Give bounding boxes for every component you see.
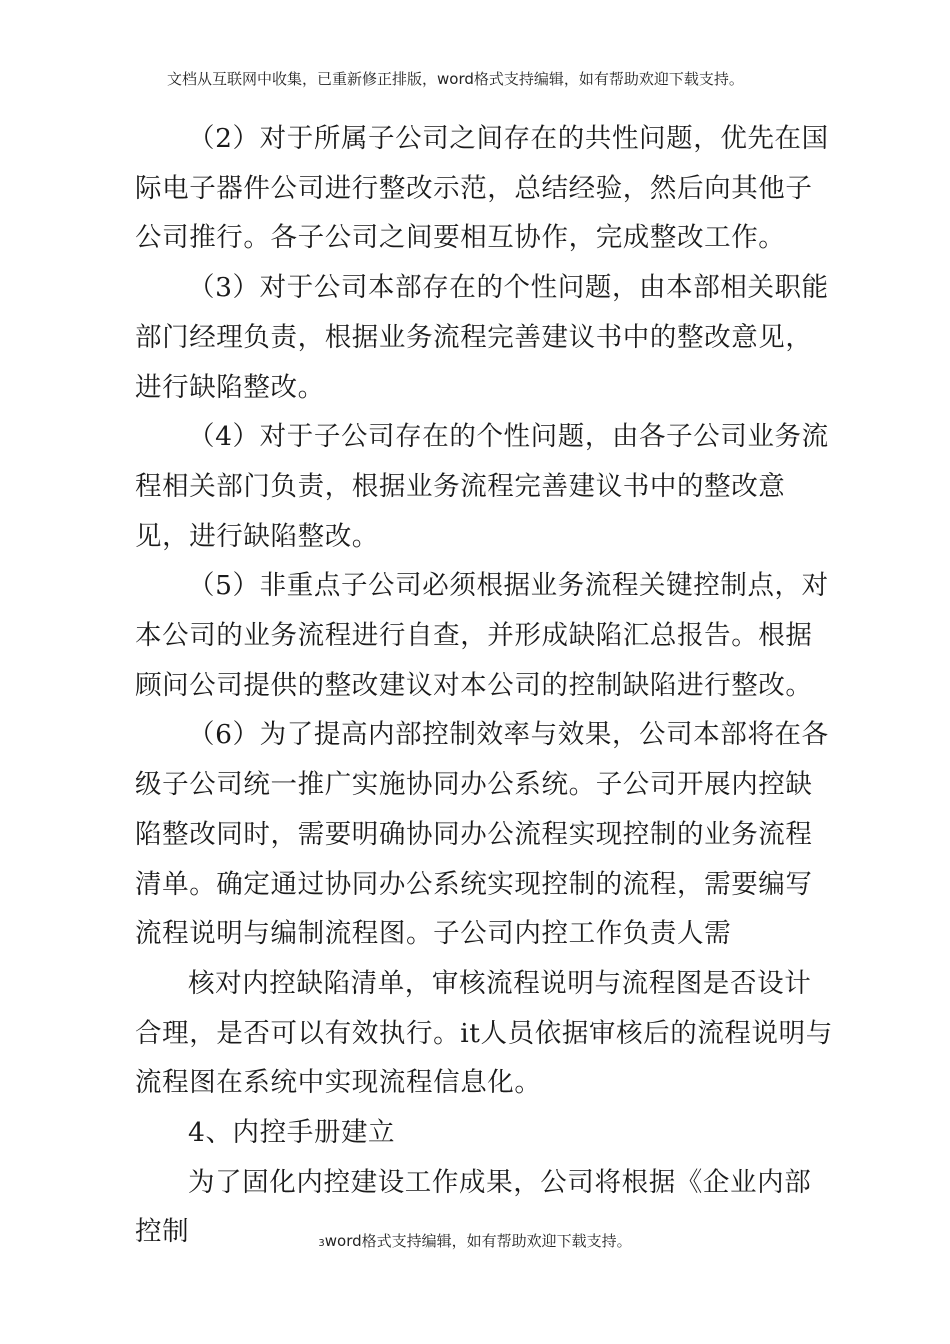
page-header	[167, 68, 807, 91]
paragraph-section-intro: 为了固化内控建设工作成果，公司将根据《企业内部控制	[135, 1166, 812, 1248]
document-body	[135, 114, 835, 1257]
paragraph-item-6: （6）为了提高内部控制效率与效果，公司本部将在各级子公司统一推广实施协同办公系统。子公司开展内控缺陷整改同时，需要明确协同办公流程实现控制的业务流程清单。确定通过协同办公系统实现控制的流程，需要编写流程说明与编制流程图。子公司内控工作负责人需	[135, 719, 829, 950]
page-footer	[0, 1231, 950, 1254]
paragraph-item-2: （2）对于所属子公司之间存在的共性问题，优先在国际电子器件公司进行整改示范，总结经验，然后向其他子公司推行。各子公司之间要相互协作，完成整改工作。	[135, 123, 829, 254]
paragraph-item-4: （4）对于子公司存在的个性问题，由各子公司业务流程相关部门负责，根据业务流程完善建议书中的整改意见，进行缺陷整改。	[135, 421, 829, 552]
paragraph-item-3: （3）对于公司本部存在的个性问题，由本部相关职能部门经理负责，根据业务流程完善建议书中的整改意见，进行缺陷整改。	[135, 272, 829, 403]
header-text: 文档从互联网中收集，已重新修正排版，word格式支持编辑，如有帮助欢迎下载支持。	[167, 70, 744, 88]
page-number: 3	[318, 1238, 325, 1249]
section-heading: 4、内控手册建立	[188, 1117, 396, 1149]
paragraph-item-5: （5）非重点子公司必须根据业务流程关键控制点，对本公司的业务流程进行自查，并形成缺陷汇总报告。根据顾问公司提供的整改建议对本公司的控制缺陷进行整改。	[135, 570, 829, 701]
footer-text: word格式支持编辑，如有帮助欢迎下载支持。	[324, 1232, 632, 1250]
paragraph-continuation: 核对内控缺陷清单，审核流程说明与流程图是否设计合理，是否可以有效执行。it人员依据审核后的流程说明与流程图在系统中实现流程信息化。	[135, 967, 833, 1099]
